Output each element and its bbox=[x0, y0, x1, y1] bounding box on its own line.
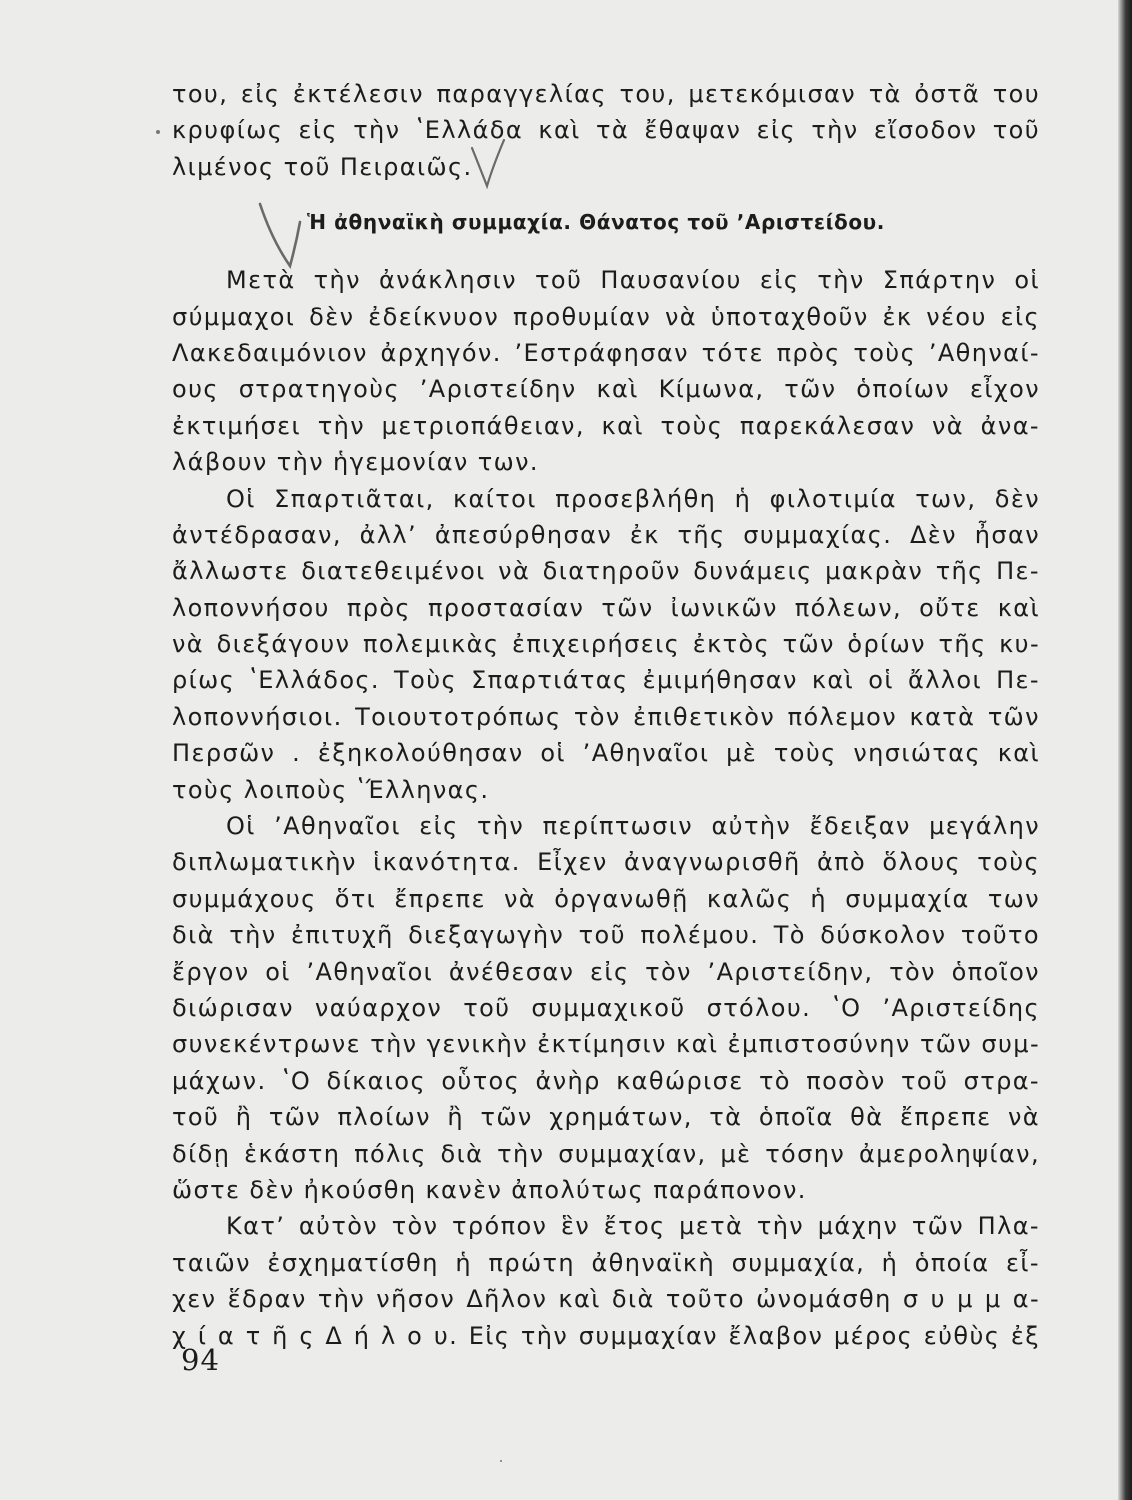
text-line: σύμμαχοι δὲν ἐδείκνυον προθυμίαν νὰ ὑποταχθοῦν ἐκ νέου εἰς bbox=[172, 302, 1040, 331]
text-line: νὰ διεξάγουν πολεμικὰς ἐπιχειρήσεις ἐκτὸς τῶν ὁρίων τῆς κυ- bbox=[172, 630, 1040, 659]
text-line: ἐκτιμήσει τὴν μετριοπάθειαν, καὶ τοὺς παρεκάλεσαν νὰ ἀνα- bbox=[172, 411, 1040, 440]
text-line: Λακεδαιμόνιον ἀρχηγόν. ʼΕστράφησαν τότε πρὸς τοὺς ʼΑθηναί- bbox=[172, 338, 1040, 367]
text-line: τοὺς λοιποὺς ʽΈλληνας. bbox=[172, 775, 490, 804]
book-page-text bbox=[172, 76, 1040, 1354]
text-line: κρυφίως εἰς τὴν ʽΕλλάδα καὶ τὰ ἔθαψαν εἰς τὴν εἴσοδον τοῦ bbox=[172, 116, 1040, 145]
page-edge-shadow bbox=[1118, 0, 1132, 1500]
text-line: Κατʼ αὐτὸν τὸν τρόπον ἓν ἔτος μετὰ τὴν μάχην τῶν Πλα- bbox=[226, 1212, 1040, 1241]
text-line: χεν ἕδραν τὴν νῆσον Δῆλον καὶ διὰ τοῦτο ὠνομάσθη σ υ μ μ α- bbox=[172, 1285, 1040, 1314]
text-line: λιμένος τοῦ Πειραιῶς. bbox=[172, 152, 473, 181]
text-line: τοῦ ἢ τῶν πλοίων ἢ τῶν χρημάτων, τὰ ὁποῖα θὰ ἔπρεπε νὰ bbox=[172, 1103, 1040, 1132]
page-speck bbox=[500, 1460, 502, 1462]
text-line: Περσῶν . ἐξηκολούθησαν οἱ ʼΑθηναῖοι μὲ τοὺς νησιώτας καὶ bbox=[172, 739, 1040, 768]
text-line: χ ί α τ ῆ ς Δ ή λ ο υ. Εἰς τὴν συμμαχίαν ἔλαβον μέρος εὐθὺς ἐξ bbox=[172, 1321, 1040, 1350]
text-line: λοποννήσου πρὸς προστασίαν τῶν ἰωνικῶν πόλεων, οὔτε καὶ bbox=[172, 593, 1040, 622]
text-line: ἔργον οἱ ʼΑθηναῖοι ἀνέθεσαν εἰς τὸν ʼΑριστείδην, τὸν ὁποῖον bbox=[172, 957, 1040, 986]
text-line: μάχων. ʽΟ δίκαιος οὗτος ἀνὴρ καθώρισε τὸ ποσὸν τοῦ στρα- bbox=[172, 1066, 1040, 1095]
text-line: Μετὰ τὴν ἀνάκλησιν τοῦ Παυσανίου εἰς τὴν Σπάρτην οἱ bbox=[226, 266, 1040, 295]
page-speck bbox=[156, 130, 160, 134]
text-line: διπλωματικὴν ἱκανότητα. Εἶχεν ἀναγνωρισθῆ ἀπὸ ὅλους τοὺς bbox=[172, 848, 1040, 877]
text-line: συνεκέντρωνε τὴν γενικὴν ἐκτίμησιν καὶ ἐμπιστοσύνην τῶν συμ- bbox=[172, 1030, 1040, 1059]
text-line: Οἱ Σπαρτιᾶται, καίτοι προσεβλήθη ἡ φιλοτιμία των, δὲν bbox=[226, 484, 1040, 513]
text-line: δίδῃ ἑκάστη πόλις διὰ τὴν συμμαχίαν, μὲ τόσην ἀμεροληψίαν, bbox=[172, 1139, 1040, 1168]
text-line: διώρισαν ναύαρχον τοῦ συμμαχικοῦ στόλου. ʽΟ ʼΑριστείδης bbox=[172, 993, 1040, 1022]
page-number: 94 bbox=[181, 1343, 220, 1377]
text-line: διὰ τὴν ἐπιτυχῆ διεξαγωγὴν τοῦ πολέμου. Τὸ δύσκολον τοῦτο bbox=[172, 921, 1040, 950]
text-line: ἄλλωστε διατεθειμένοι νὰ διατηροῦν δυνάμεις μακρὰν τῆς Πε- bbox=[172, 557, 1040, 586]
text-line: συμμάχους ὅτι ἔπρεπε νὰ ὀργανωθῇ καλῶς ἡ συμμαχία των bbox=[172, 884, 1040, 913]
text-line: λοποννήσιοι. Τοιουτοτρόπως τὸν ἐπιθετικὸν πόλεμον κατὰ τῶν bbox=[172, 702, 1040, 731]
text-line: Οἱ ʼΑθηναῖοι εἰς τὴν περίπτωσιν αὐτὴν ἔδειξαν μεγάλην bbox=[226, 812, 1040, 841]
text-line: ους στρατηγοὺς ʼΑριστείδην καὶ Κίμωνα, τῶν ὁποίων εἶχον bbox=[172, 375, 1040, 404]
text-line: ὥστε δὲν ἠκούσθη κανὲν ἀπολύτως παράπονον. bbox=[172, 1175, 807, 1204]
text-line: ἀντέδρασαν, ἀλλʼ ἀπεσύρθησαν ἐκ τῆς συμμαχίας. Δὲν ἦσαν bbox=[172, 520, 1040, 549]
text-line: του, εἰς ἐκτέλεσιν παραγγελίας του, μετεκόμισαν τὰ ὀστᾶ του bbox=[172, 80, 1040, 108]
text-line: ταιῶν ἐσχηματίσθη ἡ πρώτη ἀθηναϊκὴ συμμαχία, ἡ ὁποία εἶ- bbox=[172, 1248, 1040, 1277]
text-line: λάβουν τὴν ἡγεμονίαν των. bbox=[172, 448, 539, 477]
section-heading: Ἡ ἀθηναϊκὴ συμμαχία. Θάνατος τοῦ ʼΑριστείδου. bbox=[307, 210, 885, 235]
text-line: ρίως ʽΕλλάδος. Τοὺς Σπαρτιάτας ἐμιμήθησαν καὶ οἱ ἄλλοι Πε- bbox=[172, 666, 1040, 695]
